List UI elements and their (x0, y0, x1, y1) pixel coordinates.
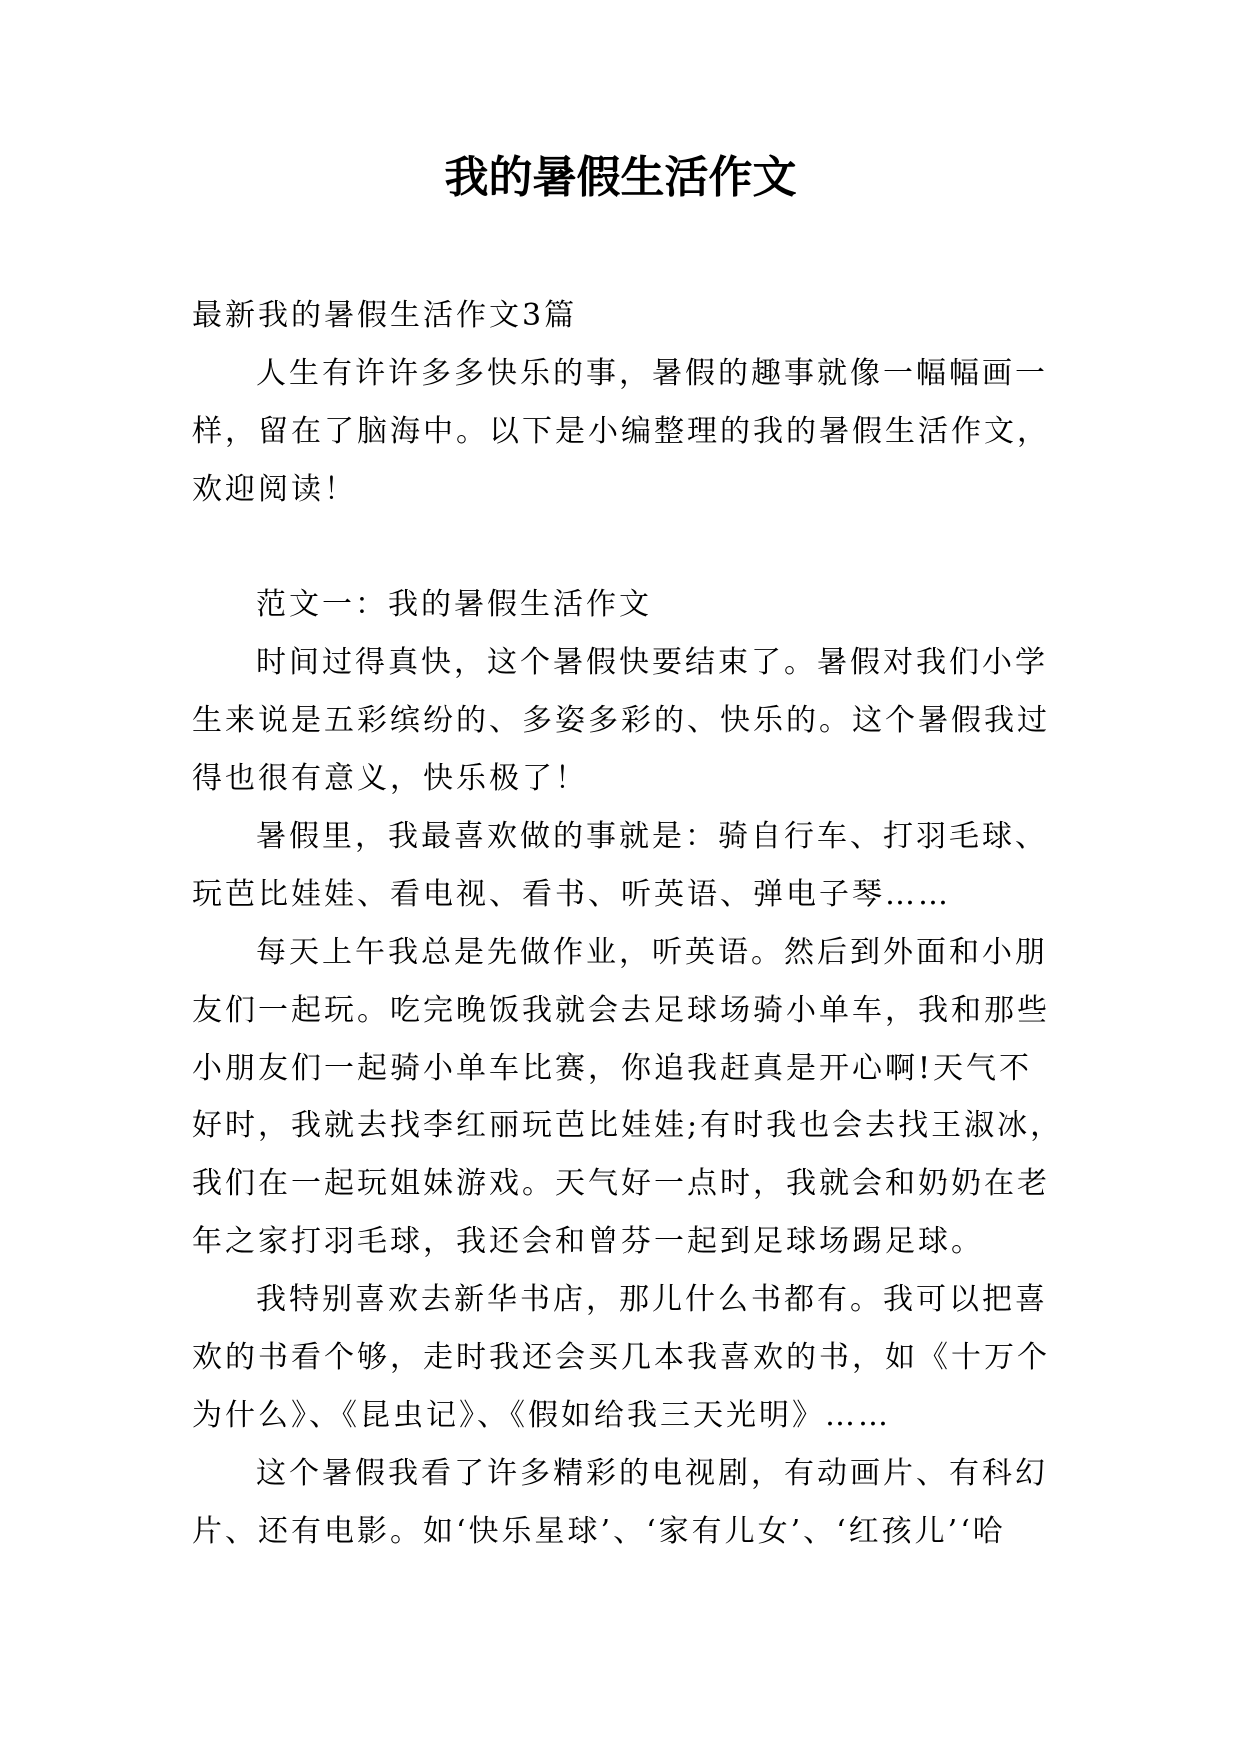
text-line: 玩芭比娃娃、看电视、看书、听英语、弹电子琴…… (192, 876, 951, 912)
text-line: 样，留在了脑海中。以下是小编整理的我的暑假生活作文， (192, 413, 1050, 449)
text-line: 小朋友们一起骑小单车比赛，你追我赶真是开心啊!天气不 (192, 1050, 1033, 1086)
text-line: 欢迎阅读！ (192, 471, 357, 507)
text-line: 每天上午我总是先做作业，听英语。然后到外面和小朋 (256, 934, 1048, 970)
section-heading: 范文一：我的暑假生活作文 (256, 587, 652, 623)
text-line: 暑假里，我最喜欢做的事就是：骑自行车、打羽毛球、 (256, 819, 1048, 855)
text-line: 这个暑假我看了许多精彩的电视剧，有动画片、有科幻 (256, 1455, 1048, 1491)
text-line: 人生有许许多多快乐的事，暑假的趣事就像一幅幅画一 (256, 355, 1048, 391)
text-line: 时间过得真快，这个暑假快要结束了。暑假对我们小学 (256, 645, 1048, 681)
text-line: 我们在一起玩姐妹游戏。天气好一点时，我就会和奶奶在老 (192, 1166, 1050, 1202)
text-line: 得也很有意义，快乐极了！ (192, 761, 588, 797)
text-line: 为什么》、《昆虫记》、《假如给我三天光明》…… (192, 1397, 891, 1433)
text-line: 生来说是五彩缤纷的、多姿多彩的、快乐的。这个暑假我过 (192, 703, 1050, 739)
document-body (192, 287, 1064, 1561)
subtitle-line: 最新我的暑假生活作文3篇 (192, 298, 578, 333)
text-line: 友们一起玩。吃完晚饭我就会去足球场骑小单车，我和那些 (192, 992, 1050, 1028)
text-line: 欢的书看个够，走时我还会买几本我喜欢的书，如《十万个 (192, 1340, 1050, 1376)
text-line: 片、还有电影。如‘快乐星球’、‘家有儿女’、‘红孩儿’‘哈 (192, 1513, 1006, 1549)
text-line: 我特别喜欢去新华书店，那儿什么书都有。我可以把喜 (256, 1282, 1048, 1318)
document-title: 我的暑假生活作文 (444, 152, 797, 203)
text-line: 年之家打羽毛球，我还会和曾芬一起到足球场踢足球。 (192, 1224, 984, 1260)
text-line: 好时，我就去找李红丽玩芭比娃娃;有时我也会去找王淑冰， (192, 1108, 1064, 1144)
blank-line (192, 519, 1057, 577)
